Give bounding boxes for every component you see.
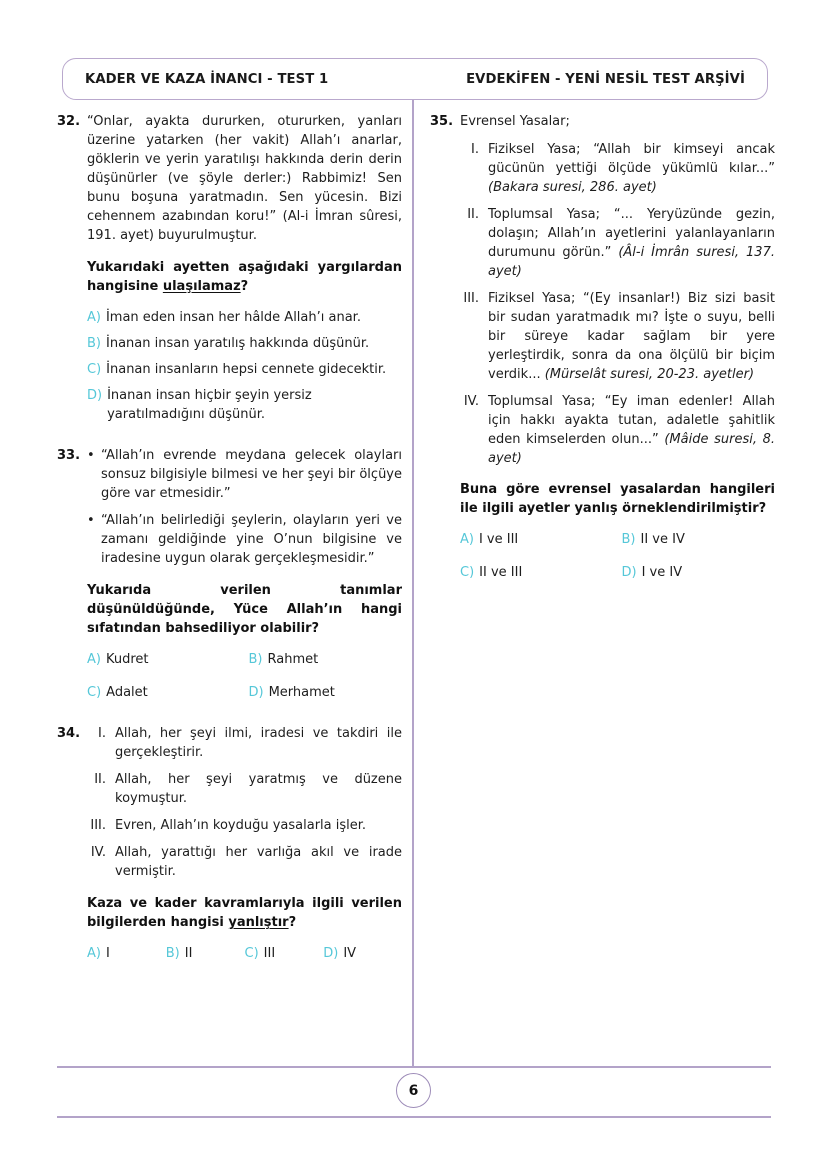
question-34: [57, 725, 402, 964]
list-item-marker: II.: [94, 772, 106, 788]
option-a[interactable]: [460, 531, 614, 550]
option-c-letter: C): [87, 685, 102, 701]
option-d[interactable]: [249, 684, 403, 703]
question-34-stem-after: ?: [288, 914, 297, 930]
list-item: [87, 771, 402, 809]
list-item-text: [488, 141, 775, 198]
page-number-badge: 6: [396, 1073, 431, 1108]
footer-rule-top: [57, 1066, 771, 1068]
option-c-letter: C): [87, 361, 102, 377]
page-header: [62, 58, 768, 100]
question-35-items: [460, 141, 775, 469]
list-item-text: [488, 290, 775, 385]
question-32-stem-emphasis: ulaşılamaz: [162, 278, 241, 294]
bullet-icon: •: [87, 447, 95, 463]
list-item: [460, 206, 775, 282]
option-c[interactable]: [460, 564, 614, 583]
question-33-bullets: [87, 447, 402, 570]
option-d-text: I ve IV: [641, 565, 683, 581]
list-item-marker: III.: [90, 818, 106, 834]
option-b-letter: B): [87, 335, 101, 351]
option-a[interactable]: [87, 945, 166, 964]
header-brand-title: EVDEKİFEN - YENİ NESİL TEST ARŞİVİ: [466, 71, 745, 87]
option-c-text: İnanan insanların hepsi cennete gidecektir.: [106, 361, 387, 377]
question-34-options: [87, 945, 402, 964]
option-c-text: III: [263, 945, 276, 961]
list-item: [460, 290, 775, 385]
bullet-icon: •: [87, 513, 95, 529]
list-item-body: Toplumsal Yasa; “... Yeryüzünde gezin, dolaşın; Allah’ın ayetlerini yalanlayanların durumunu görün.”: [488, 206, 775, 260]
list-item-source: (Bakara suresi, 286. ayet): [488, 179, 657, 195]
option-a-letter: A): [87, 652, 101, 668]
option-b[interactable]: [622, 531, 776, 550]
question-35-intro: Evrensel Yasalar;: [460, 114, 570, 129]
question-32-passage: “Onlar, ayakta dururken, otururken, yanları üzerine yatarken (her vakit) Allah’ı anarlar, göklerin ve yerin yaratılışı hakkında derin derin düşünürler (ve şöyle derler:) Rabbimiz! Sen bunu boşuna yaratmadın. Sen yücesin. Bizi cehennem azabından koru!” (Al-i İmran sûresi, 191. ayet) buyurulmuştur.: [87, 114, 402, 243]
option-b-text: II ve IV: [640, 532, 685, 548]
option-a[interactable]: [87, 309, 402, 328]
question-34-stem: [87, 895, 402, 933]
question-34-stem-emphasis: yanlıştır: [228, 914, 289, 930]
question-33: [57, 447, 402, 704]
option-d[interactable]: [622, 564, 776, 583]
option-c-text: II ve III: [479, 565, 523, 581]
list-item-body: Fiziksel Yasa; “Allah bir kimseyi ancak gücünün yettiği ölçüde yükümlü kılar...”: [488, 141, 775, 176]
list-item-text: Allah, her şeyi ilmi, iradesi ve takdiri ile gerçekleştirir.: [115, 726, 402, 761]
bullet-item: [87, 512, 402, 569]
spacer: [57, 703, 402, 725]
option-b[interactable]: [166, 945, 245, 964]
option-a-letter: A): [87, 309, 101, 325]
option-b-letter: B): [165, 945, 180, 961]
list-item-marker: I.: [471, 141, 479, 157]
list-item-source: (Âl-i İmrân suresi, 137. ayet): [488, 244, 775, 279]
list-item-text: Evren, Allah’ın koyduğu yasalarla işler.: [115, 818, 367, 834]
list-item-body: Toplumsal Yasa; “Ey iman edenler! Allah için hakkı ayakta tutan, adaletle şahitlik eden kimselerden olun...”: [488, 393, 775, 447]
list-item-source: (Mâide suresi, 8. ayet): [488, 431, 775, 466]
option-c-letter: C): [244, 945, 259, 961]
list-item-marker: IV.: [463, 393, 479, 409]
option-c[interactable]: [87, 684, 241, 703]
question-34-items: [87, 725, 402, 882]
option-b-letter: B): [248, 652, 263, 668]
option-c[interactable]: [245, 945, 324, 964]
bullet-item-text: “Allah’ın belirlediği şeylerin, olayların yeri ve zamanı geldiğinde yine O’nun bilgisine ve iradesine uygun olarak gerçekleşmesidir.”: [101, 513, 402, 567]
column-divider: [412, 100, 414, 1066]
header-test-title: KADER VE KAZA İNANCI - TEST 1: [85, 71, 329, 87]
option-d[interactable]: [323, 945, 402, 964]
list-item: [460, 393, 775, 469]
question-33-options: [87, 651, 402, 703]
question-33-stem: Yukarıda verilen tanımlar düşünüldüğünde, Yüce Allah’ın hangi sıfatından bahsediliyor olabilir?: [87, 583, 402, 637]
list-item-marker: IV.: [90, 845, 106, 861]
option-d-letter: D): [323, 945, 339, 961]
option-d-letter: D): [621, 565, 637, 581]
option-b[interactable]: [87, 335, 402, 354]
question-32: [57, 113, 402, 425]
left-column: [57, 113, 402, 964]
list-item-text: [488, 393, 775, 469]
list-item-marker: III.: [463, 290, 479, 306]
question-35-stem: Buna göre evrensel yasalardan hangileri ile ilgili ayetler yanlış örneklendirilmiştir?: [460, 482, 775, 517]
list-item-text: Allah, her şeyi yaratmış ve düzene koymuştur.: [115, 772, 402, 807]
option-d-text: İnanan insan hiçbir şeyin yersiz yaratılmadığını düşünür.: [107, 387, 312, 422]
option-d-text: Merhamet: [268, 685, 335, 701]
list-item-source: (Mürselât suresi, 20-23. ayetler): [544, 366, 755, 382]
option-c-letter: C): [460, 565, 475, 581]
footer-rule-bottom: [57, 1116, 771, 1118]
bullet-item: [87, 447, 402, 504]
option-a-text: I: [105, 945, 110, 961]
list-item: [87, 817, 402, 836]
list-item: [87, 844, 402, 882]
question-32-stem: [87, 259, 402, 297]
option-d-text: IV: [343, 945, 357, 961]
question-32-stem-before: Yukarıdaki ayetten aşağıdaki yargılardan hangisine: [87, 259, 402, 294]
option-b-text: Rahmet: [267, 652, 319, 668]
option-b-text: II: [184, 945, 193, 961]
option-a-text: İman eden insan her hâlde Allah’ı anar.: [105, 309, 361, 325]
option-a-letter: A): [460, 532, 474, 548]
option-c[interactable]: [87, 361, 402, 380]
option-d-letter: D): [248, 685, 264, 701]
question-34-number: 34.: [57, 726, 81, 742]
option-a-text: I ve III: [478, 532, 519, 548]
list-item-text: Allah, yarattığı her varlığa akıl ve irade vermiştir.: [115, 845, 402, 880]
question-32-stem-after: ?: [240, 278, 249, 294]
option-a-letter: A): [87, 945, 101, 961]
question-34-stem-before: Kaza ve kader kavramlarıyla ilgili verilen bilgilerden hangisi: [87, 896, 402, 930]
option-d[interactable]: [87, 387, 402, 425]
list-item: [87, 725, 402, 763]
option-b[interactable]: [249, 651, 403, 670]
question-35-number: 35.: [430, 114, 454, 129]
list-item-text: [488, 206, 775, 282]
spacer: [57, 425, 402, 447]
list-item-marker: I.: [98, 726, 106, 742]
option-b-text: İnanan insan yaratılış hakkında düşünür.: [106, 335, 370, 351]
list-item-body: Fiziksel Yasa; “(Ey insanlar!) Biz sizi basit bir sudan yaratmadık mı? İşte o suyu, belli bir süreye kadar sağlam bir yere yerleştirdik, sonra da ona ölçülü bir biçim verdik...: [488, 290, 775, 382]
list-item: [460, 141, 775, 198]
right-column: [430, 113, 775, 583]
option-a-text: Kudret: [105, 652, 149, 668]
list-item-marker: II.: [467, 206, 479, 222]
question-32-number: 32.: [57, 114, 81, 129]
option-c-text: Adalet: [106, 685, 148, 701]
question-35: [430, 113, 775, 583]
bullet-item-text: “Allah’ın evrende meydana gelecek olayları sonsuz bilgisiyle bilmesi ve her şeyi bir ölçüye göre var etmesidir.”: [101, 447, 402, 501]
option-b-letter: B): [621, 532, 636, 548]
question-33-number: 33.: [57, 447, 81, 463]
question-35-options: [460, 531, 775, 583]
option-a[interactable]: [87, 651, 241, 670]
option-d-letter: D): [87, 387, 103, 403]
question-32-options: [87, 309, 402, 425]
